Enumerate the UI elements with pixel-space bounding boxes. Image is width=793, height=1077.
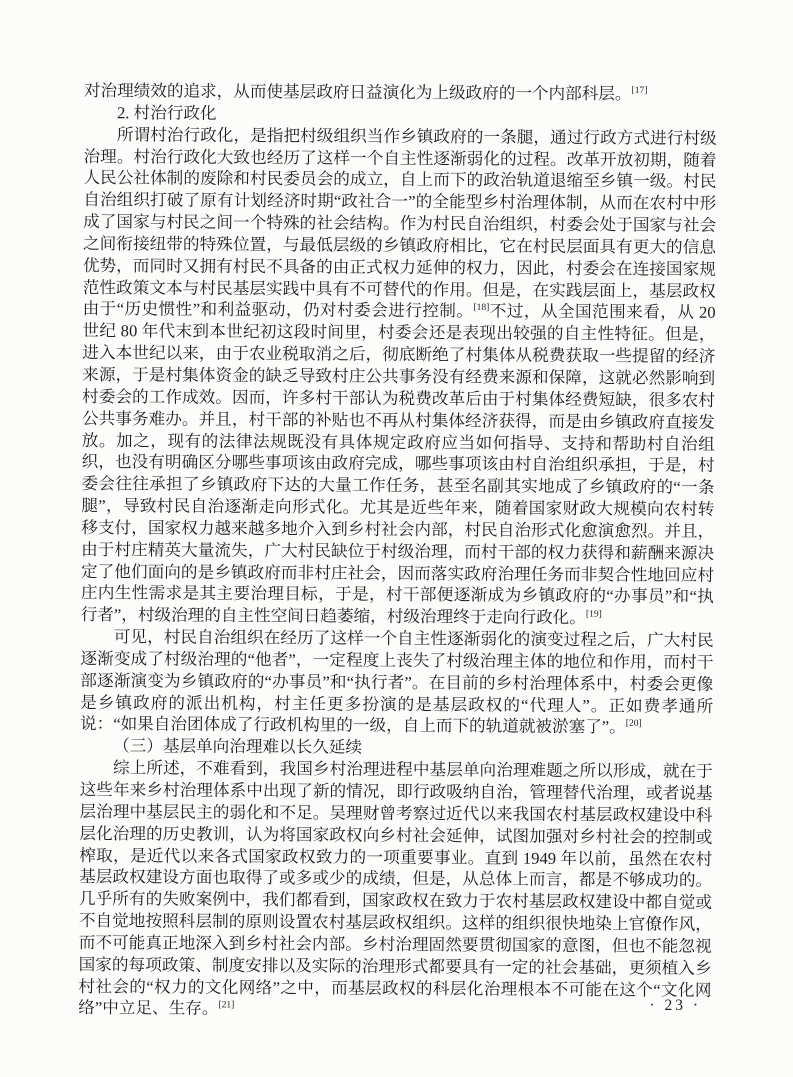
footnote-ref: [18] (473, 303, 490, 314)
footnote-ref: [19] (585, 609, 602, 620)
footnote-ref: [17] (631, 85, 648, 96)
text-run: 所谓村治行政化，是指把村级组织当作乡镇政府的一条腿，通过行政方式进行村级治理。村治行政化大致也经历了这样一个自主性逐渐弱化的过程。改革开放初期，随着人民公社体制的废除和村民委员会的成立，自上而下的政治轨道退缩至乡镇一级。村民自治组织打破了原有计划经济时期“政社合一”的全能型乡村治理体制，从而在农村中形成了国家与村民之间一个特殊的社会结构。作为村民自治组织，村委会处于国家与社会之间衔接纽带的特殊位置，与最低层级的乡镇政府相比，它在村民层面具有更大的信息优势，而同时又拥有村民不具备的由正式权力延伸的权力，因此，村委会在连接国家规范性政策文本与村民基层实践中具有不可替代的作用。但是，在实践层面上，基层政权由于“历史惯性”和利益驱动，仍对村委会进行控制。 (82, 124, 717, 321)
paragraph (81, 124, 717, 630)
page-number: · 23 · (649, 997, 701, 1014)
text-run: （三）基层单向治理难以长久延续 (113, 736, 363, 758)
paragraph (80, 626, 714, 739)
text-run: 不过，从全国范围来看，从 20 世纪 80 年代末到本世纪初这段时间里，村委会还是表现出较强的自主性特征。但是，进入本世纪以来，由于农业税取消之后，彻底断绝了村集体从税费获取一些提留的经济来源，于是村集体资金的缺乏导致村庄公共事务没有经费来源和保障，这就必然影响到村委会的工作成效。因而，许多村干部认为税费改革后由于村集体经费短缺，很多农村公共事务难办。并且，村干部的补贴也不再从村集体经济获得，而是由乡镇政府直接发放。加之，现有的法律法规既没有具体规定政府应当如何指导、支持和帮助村自治组织，也没有明确区分哪些事项该由政府完成，哪些事项该由村自治组织承担，于是，村委会往往承担了乡镇政府下达的大量工作任务，甚至名副其实地成了乡镇政府的“一条腿”，导致村民自治逐渐走向形式化。尤其是近些年来，随着国家财政大规模向农村转移支付，国家权力越来越多地介入到乡村社会内部，村民自治形式化愈演愈烈。并且，由于村庄精英大量流失，广大村民缺位于村级治理，而村干部的权力获得和薪酬来源决定了他们面向的是乡镇政府而非村庄社会，因而落实政府治理任务而非契合性地回应村庄内生性需求是其主要治理目标，于是，村干部便逐渐成为乡镇政府的“办事员”和“执行者”，村级治理的自主性空间日趋萎缩，村级治理终于走向行政化。 (80, 301, 716, 628)
footnote-ref: [20] (625, 719, 642, 730)
text-run: 综上所述，不难看到，我国乡村治理进程中基层单向治理难题之所以形成，就在于这些年来乡村治理体系中出现了新的情况，即行政吸纳自治，管理替代治理，或者说基层治理中基层民主的弱化和不足。吴理财曾考察过近代以来我国农村基层政权建设中科层化治理的历史教训，认为将国家政权向乡村社会延伸，试图加强对乡村社会的控制或榨取，是近代以来各式国家政权致力的一项重要事业。直到 1949 年以前，虽然在农村基层政权建设方面也取得了或多或少的成绩，但是，从总体上而言，都是不够成功的。几乎所有的失败案例中，我们都看到，国家政权在致力于农村基层政权建设中都自觉或不自觉地按照科层制的原则设置农村基层政权组织。这样的组织很快地染上官僚作风，而不可能真正地深入到乡村社会内部。乡村治理固然要贯彻国家的意图，但也不能忽视国家的每项政策、制度安排以及实际的治理形式都要具有一定的社会基础，更须植入乡村社会的“权力的文化网络”之中，而基层政权的科层化治理根本不可能在这个“文化网络”中立足、生存。 (78, 758, 713, 1019)
paragraph (78, 757, 713, 1023)
text-run: 可见，村民自治组织在经历了这样一个自主性逐渐弱化的演变过程之后，广大村民逐渐变成了村级治理的“他者”，一定程度上丧失了村级治理主体的地位和作用，而村干部逐渐演变为乡镇政府的“办事员”和“执行者”。在目前的乡村治理体系中，村委会更像是乡镇政府的派出机构，村主任更多扮演的是基层政权的“代理人”。正如费孝通所说：“如果自治团体成了行政机构里的一级，自上而下的轨道就被淤塞了”。 (80, 627, 714, 737)
text-run: 对治理绩效的追求，从而使基层政府日益演化为上级政府的一个内部科层。 (83, 80, 632, 104)
footnote-ref: [21] (218, 1000, 235, 1011)
page-text-block (78, 80, 717, 1023)
text-run: 2. 村治行政化 (116, 103, 217, 123)
